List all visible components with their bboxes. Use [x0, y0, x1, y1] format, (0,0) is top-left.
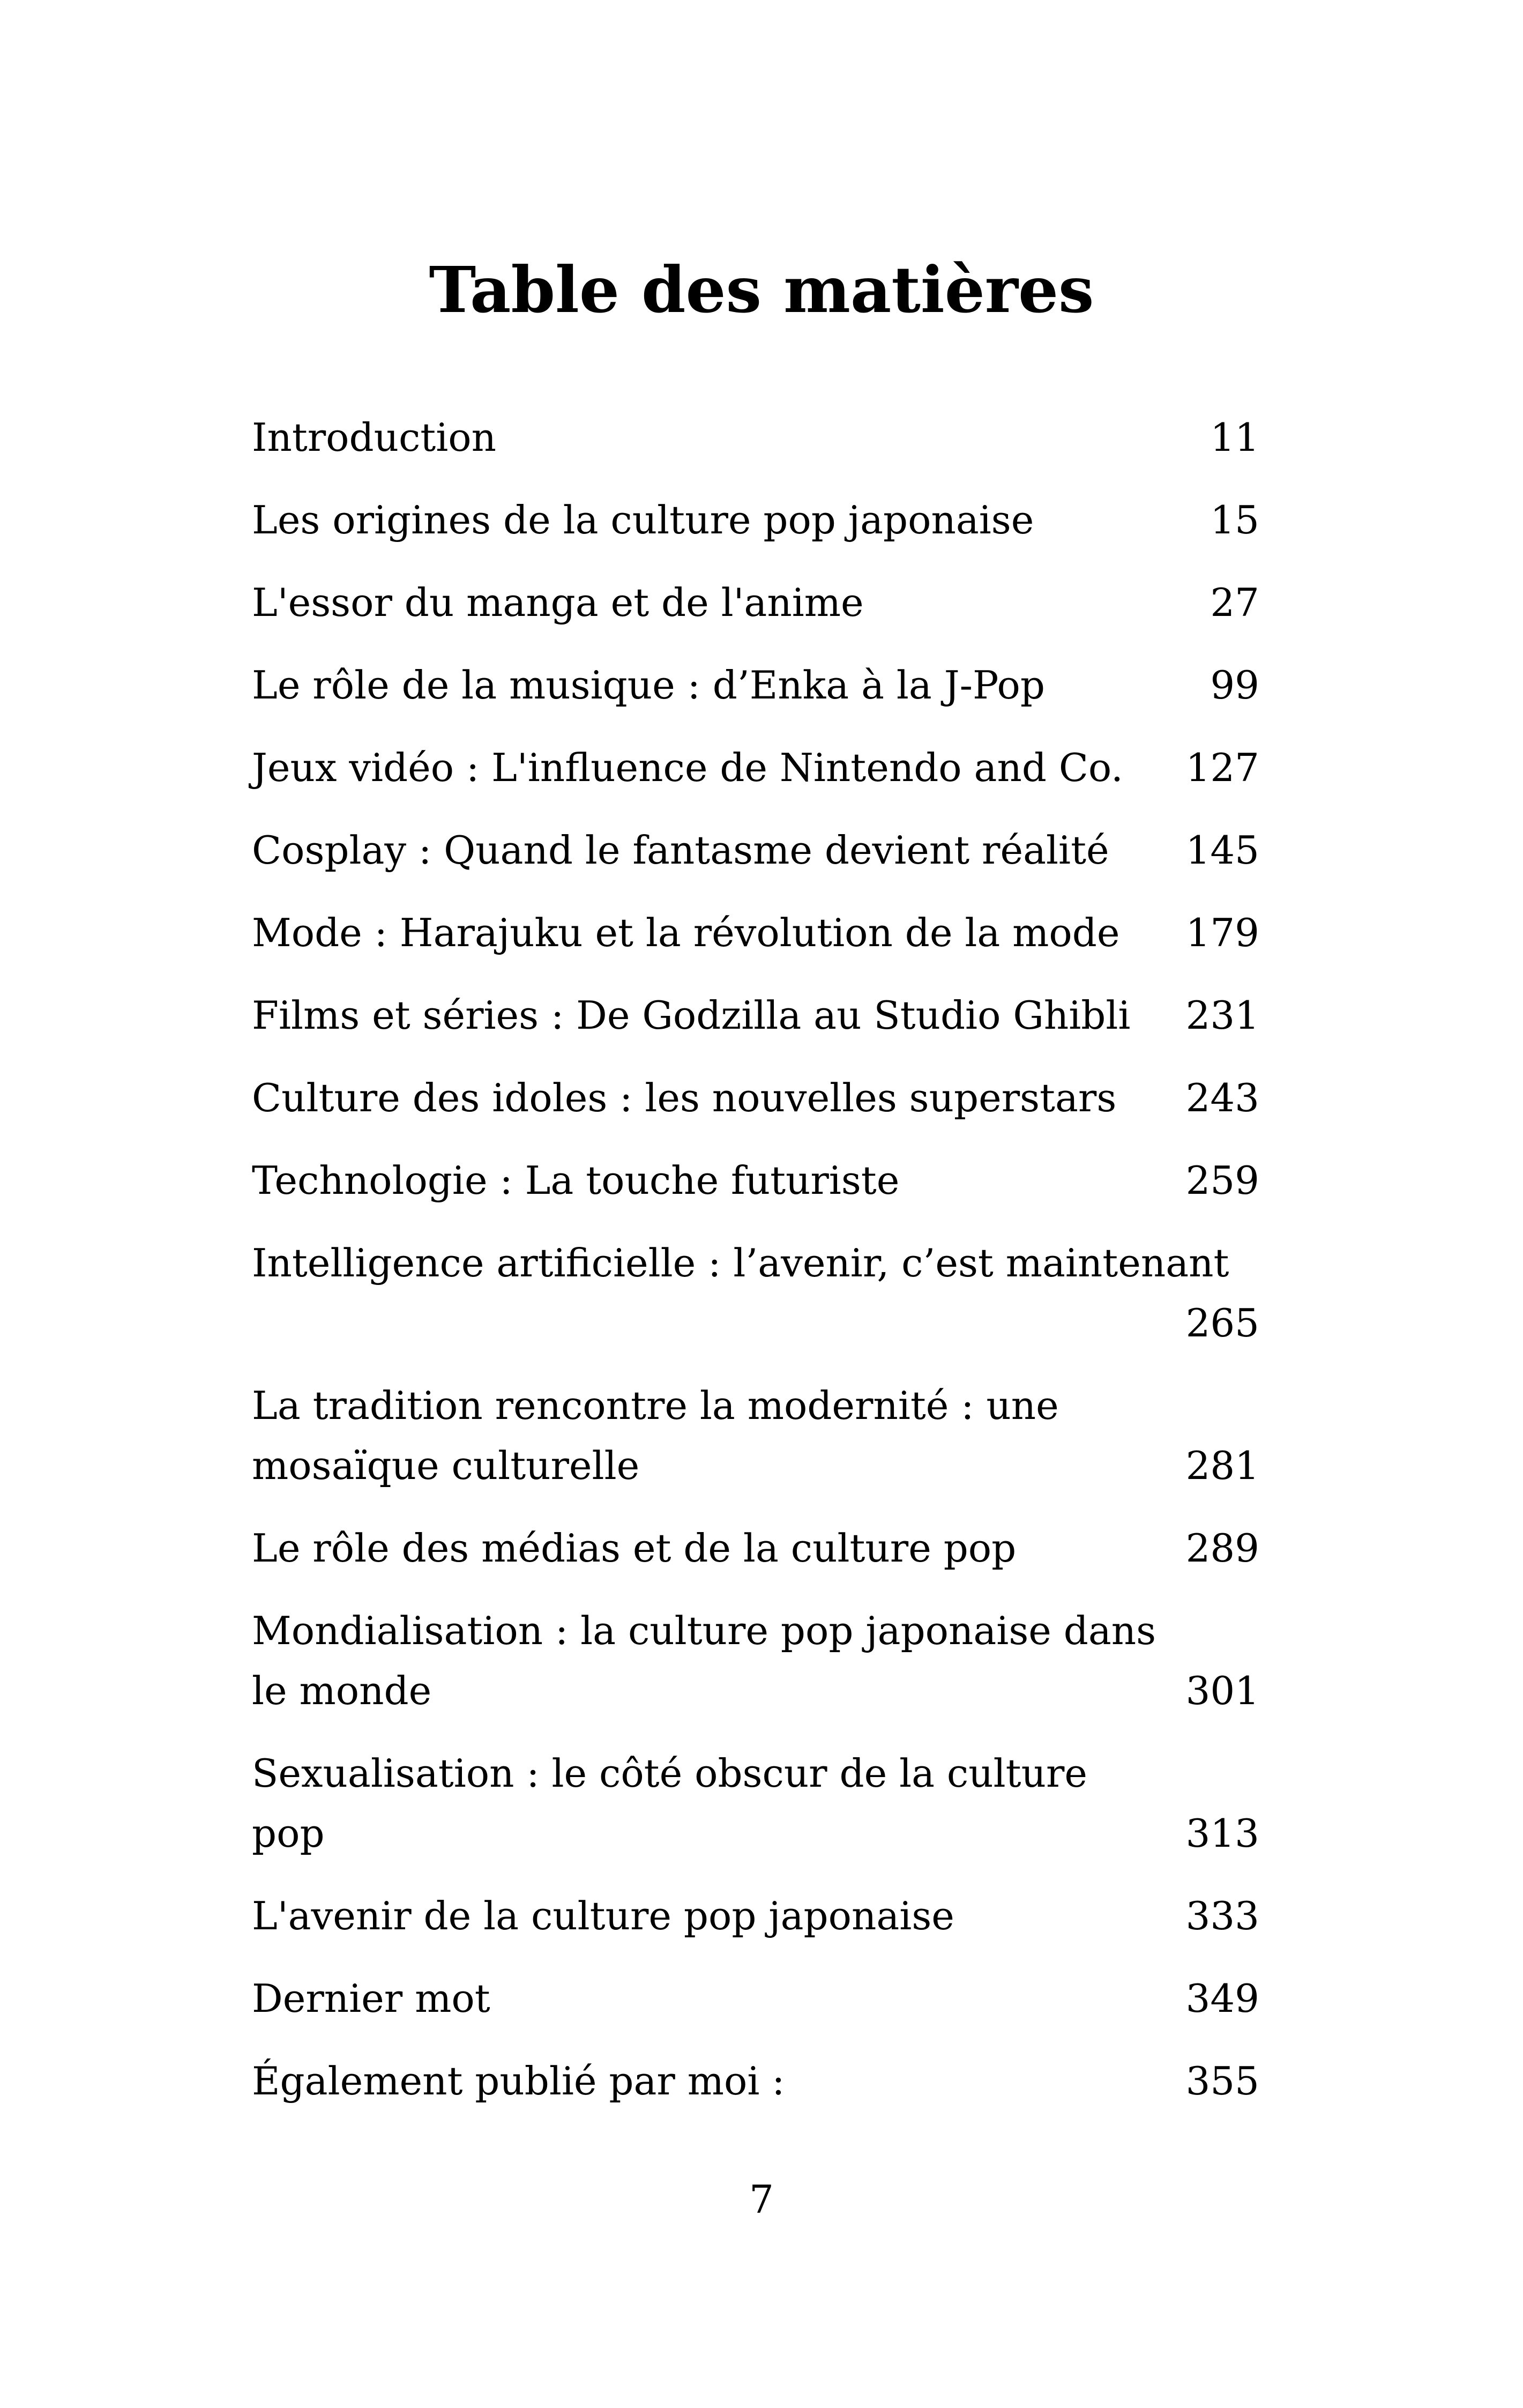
toc-entry-title: Les origines de la culture pop japonaise [252, 497, 1034, 542]
toc-entry-title: Introduction [252, 415, 496, 460]
toc-entry [252, 407, 1259, 467]
toc-entry [252, 573, 1259, 633]
toc-entry-title: Intelligence artificielle : l’avenir, c’est maintenant [252, 1240, 1229, 1285]
toc-entry-page: 127 [1185, 745, 1259, 790]
toc-entry-page: 27 [1210, 580, 1259, 625]
toc-entry-page: 231 [1185, 993, 1259, 1038]
toc-entry-title: Le rôle des médias et de la culture pop [252, 1526, 1017, 1571]
toc-entry [252, 1150, 1259, 1210]
toc-entry [252, 655, 1259, 715]
toc-entry-page: 301 [1185, 1668, 1259, 1713]
toc-entry-title: Dernier mot [252, 1976, 490, 2021]
toc-entry-page: 333 [1185, 1893, 1259, 1938]
toc-entry-page: 313 [1185, 1811, 1259, 1856]
toc-entry-title: Films et séries : De Godzilla au Studio Ghibli [252, 993, 1131, 1038]
toc-entry [252, 1233, 1259, 1353]
toc-entry-page: 145 [1185, 828, 1259, 873]
toc-entry-title: Jeux vidéo : L'influence de Nintendo and Co. [252, 745, 1123, 790]
toc-entry [252, 2051, 1259, 2111]
toc-entry-title: L'essor du manga et de l'anime [252, 580, 864, 625]
toc-entry-page: 355 [1185, 2058, 1259, 2104]
page-number: 7 [749, 2177, 774, 2222]
toc-entry [252, 985, 1259, 1045]
toc-entry-title: Sexualisation : le côté obscur de la culture pop [252, 1751, 1087, 1856]
toc-entry-page: 265 [1185, 1300, 1259, 1346]
toc-entry [252, 1601, 1259, 1721]
toc-entry [252, 1886, 1259, 1946]
toc-entry [252, 1376, 1259, 1496]
toc-entry-page: 99 [1210, 663, 1259, 708]
toc-entry-page: 15 [1210, 497, 1259, 542]
page-title: Table des matières [429, 252, 1094, 327]
table-of-contents [252, 407, 1259, 2134]
toc-entry [252, 738, 1259, 798]
toc-entry [252, 1068, 1259, 1128]
toc-entry-title: L'avenir de la culture pop japonaise [252, 1893, 954, 1938]
toc-entry-title: Également publié par moi : [252, 2058, 785, 2104]
toc-entry-page: 11 [1210, 415, 1259, 460]
toc-entry-page: 349 [1185, 1976, 1259, 2021]
toc-entry-title: Cosplay : Quand le fantasme devient réalité [252, 828, 1109, 873]
toc-entry-title: La tradition rencontre la modernité : une mosaïque culturelle [252, 1383, 1059, 1488]
toc-entry-title: Technologie : La touche futuriste [252, 1158, 900, 1203]
toc-entry-title: Culture des idoles : les nouvelles superstars [252, 1075, 1117, 1120]
toc-entry-page: 259 [1185, 1158, 1259, 1203]
toc-entry-page: 179 [1185, 910, 1259, 955]
toc-entry-title: Mode : Harajuku et la révolution de la mode [252, 910, 1120, 955]
toc-entry-title: Le rôle de la musique : d’Enka à la J-Pop [252, 663, 1045, 708]
toc-entry [252, 1743, 1259, 1863]
toc-entry-page: 243 [1185, 1075, 1259, 1120]
toc-entry [252, 490, 1259, 550]
toc-entry-page: 281 [1185, 1443, 1259, 1488]
toc-entry [252, 820, 1259, 880]
toc-entry-title: Mondialisation : la culture pop japonaise dans le monde [252, 1608, 1156, 1713]
toc-entry [252, 903, 1259, 963]
toc-entry-page: 289 [1185, 1526, 1259, 1571]
toc-entry [252, 1518, 1259, 1578]
toc-entry [252, 1968, 1259, 2028]
